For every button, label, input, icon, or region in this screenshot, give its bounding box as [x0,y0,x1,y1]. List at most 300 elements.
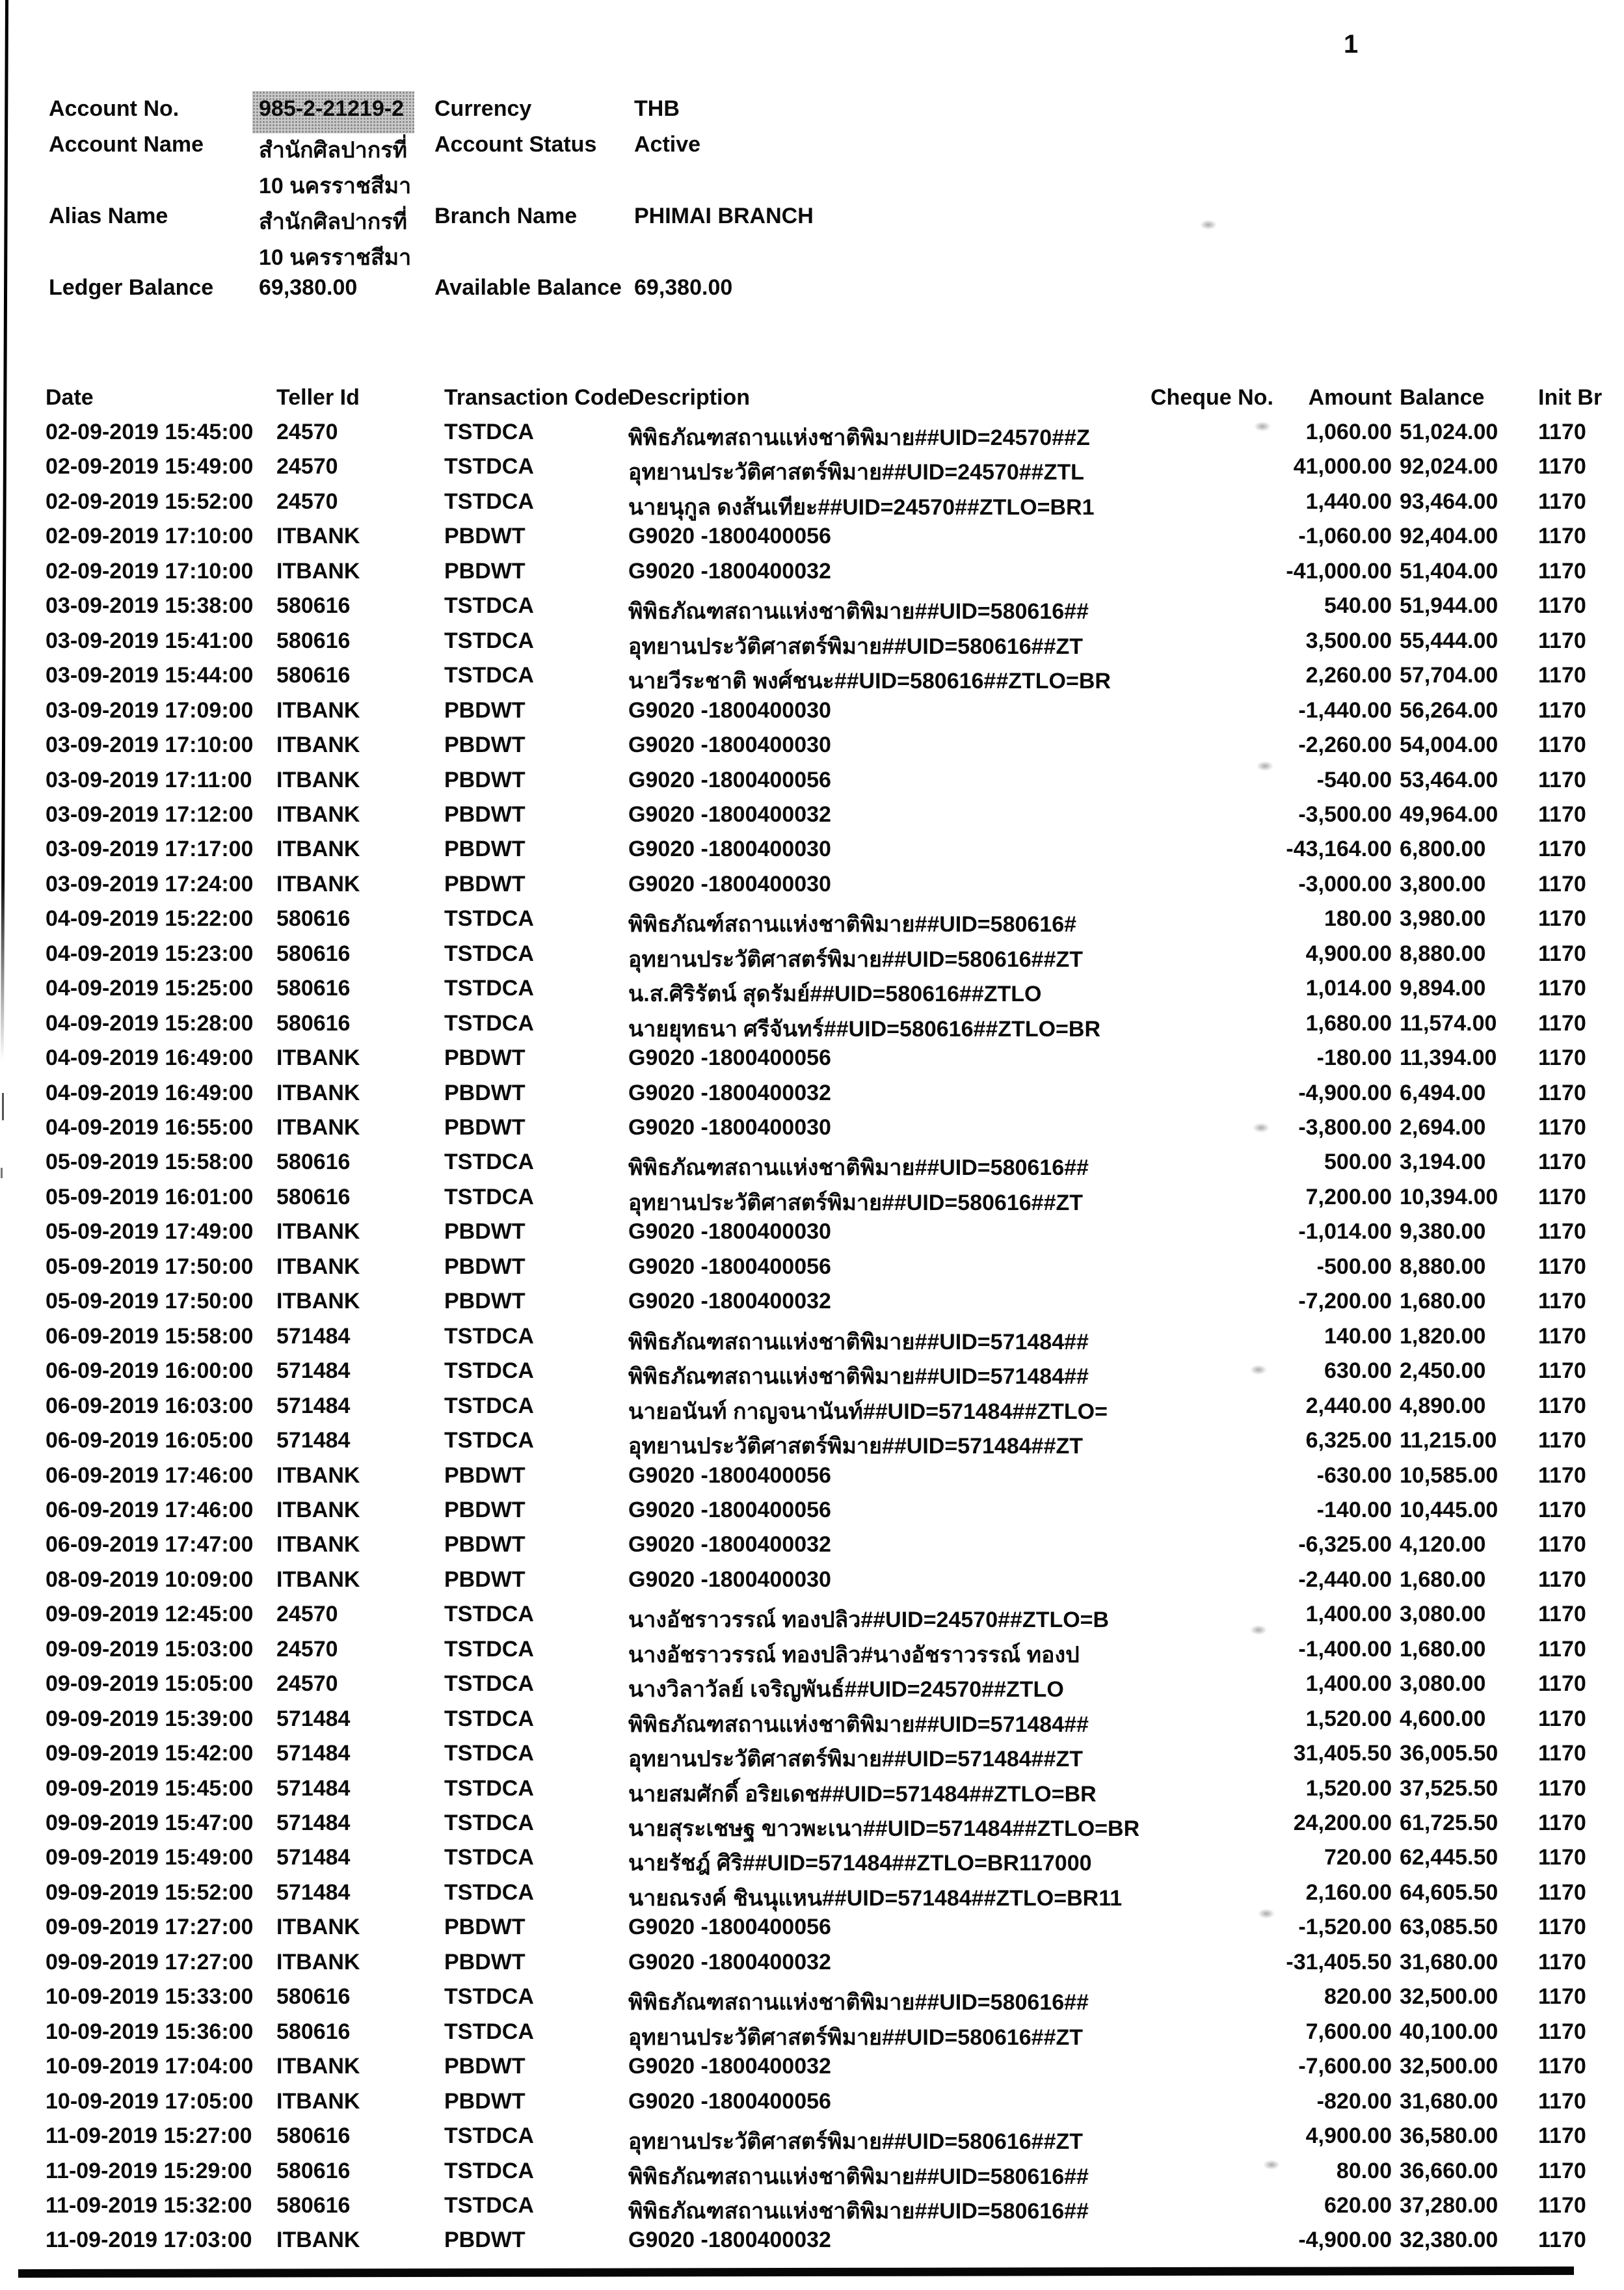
cell-teller-id: 580616 [276,941,351,966]
cell-teller-id: ITBANK [276,524,360,549]
cell-date: 11-09-2019 15:32:00 [46,2192,252,2218]
cell-amount: -3,800.00 [1298,1115,1392,1140]
table-row [0,1115,1624,1150]
cell-transaction-code: TSTDCA [444,1845,534,1870]
cell-date: 04-09-2019 15:23:00 [46,941,254,966]
table-row [0,1776,1624,1811]
cell-init-br: 1170 [1538,1602,1586,1627]
cell-teller-id: ITBANK [276,1254,360,1279]
info-value2: PHIMAI BRANCH [634,204,814,228]
cell-amount: 7,600.00 [1305,2019,1392,2044]
cell-amount: -1,060.00 [1298,524,1392,549]
cell-amount: 24,200.00 [1293,1811,1392,1835]
info-value: 10 นครราชสีมา [259,174,412,198]
cell-teller-id: ITBANK [276,1567,360,1592]
cell-transaction-code: TSTDCA [444,1184,534,1209]
cell-balance: 4,890.00 [1400,1393,1486,1418]
cell-balance: 51,404.00 [1400,558,1498,584]
cell-balance: 93,464.00 [1400,489,1498,514]
info-label2: Currency [434,96,532,121]
cell-balance: 37,525.50 [1400,1775,1498,1801]
cell-date: 06-09-2019 16:00:00 [46,1358,254,1384]
cell-init-br: 1170 [1538,1706,1586,1731]
cell-amount: -540.00 [1316,767,1392,792]
cell-date: 02-09-2019 17:10:00 [46,558,254,584]
cell-date: 05-09-2019 16:01:00 [46,1184,254,1209]
table-row [0,1984,1624,2019]
cell-description: นางอัชราวรรณ์ ทองปลิว##UID=24570##ZTLO=B [628,1608,1110,1633]
table-row [0,1324,1624,1359]
cell-init-br: 1170 [1538,906,1586,932]
cell-balance: 3,080.00 [1400,1602,1486,1627]
cell-transaction-code: TSTDCA [444,420,534,444]
cell-transaction-code: TSTDCA [444,1811,534,1835]
cell-init-br: 1170 [1538,1497,1586,1522]
cell-amount: 1,014.00 [1305,976,1392,1001]
cell-init-br: 1170 [1538,1323,1586,1349]
cell-description: G9020 -1800400030 [628,837,831,862]
cell-date: 04-09-2019 16:55:00 [46,1115,254,1140]
cell-description: พิพิธภัณฑสถานแห่งชาติพิมาย##UID=24570##Z [628,425,1090,450]
table-row [0,733,1624,768]
cell-transaction-code: TSTDCA [444,1741,534,1766]
table-row [0,1706,1624,1742]
table-row [0,2054,1624,2089]
cell-transaction-code: TSTDCA [444,1393,534,1418]
cell-teller-id: 571484 [276,1811,351,1835]
table-row [0,1950,1624,1985]
cell-date: 05-09-2019 15:58:00 [46,1150,254,1175]
cell-init-br: 1170 [1538,1184,1586,1209]
cell-description: นายอนันท์ กาญจนานันท์##UID=571484##ZTLO= [628,1399,1108,1424]
cell-amount: -2,260.00 [1298,733,1392,758]
cell-transaction-code: TSTDCA [444,2192,534,2218]
cell-transaction-code: TSTDCA [444,2019,534,2044]
cell-teller-id: ITBANK [276,837,360,862]
cell-balance: 2,450.00 [1400,1358,1486,1384]
cell-date: 03-09-2019 17:09:00 [46,697,254,723]
cell-date: 06-09-2019 17:46:00 [46,1497,254,1522]
cell-amount: -7,600.00 [1298,2054,1392,2079]
cell-description: นายณรงค์ ชินนุแหน##UID=571484##ZTLO=BR11 [628,1885,1123,1911]
info-label2: Available Balance [434,275,622,300]
cell-amount: -3,500.00 [1298,801,1392,827]
table-row [0,1045,1624,1081]
table-row [0,1567,1624,1602]
column-header-date: Date [46,385,94,410]
cell-amount: 4,900.00 [1305,941,1392,966]
cell-teller-id: 580616 [276,2019,351,2044]
cell-balance: 32,380.00 [1400,2228,1498,2253]
cell-amount: -820.00 [1316,2088,1392,2114]
info-label: Ledger Balance [49,275,214,300]
table-row [0,1845,1624,1880]
cell-teller-id: 580616 [276,1010,351,1036]
cell-date: 03-09-2019 15:41:00 [46,628,254,653]
cell-transaction-code: TSTDCA [444,1602,534,1627]
column-header-init-br: Init Br [1538,385,1603,410]
cell-amount: 180.00 [1324,906,1392,932]
table-row [0,524,1624,559]
cell-amount: 1,520.00 [1305,1706,1392,1731]
cell-transaction-code: TSTDCA [444,1150,534,1175]
cell-amount: -1,400.00 [1298,1636,1392,1662]
cell-description: พิพิธภัณฑสถานแห่งชาติพิมาย##UID=580616## [628,1990,1089,2015]
cell-amount: -630.00 [1316,1462,1392,1488]
cell-balance: 6,494.00 [1400,1080,1486,1105]
cell-transaction-code: TSTDCA [444,663,534,688]
cell-teller-id: 580616 [276,2158,351,2183]
cell-balance: 10,585.00 [1400,1462,1498,1488]
cell-init-br: 1170 [1538,2019,1586,2044]
cell-date: 04-09-2019 15:22:00 [46,906,254,932]
cell-init-br: 1170 [1538,489,1586,514]
cell-date: 04-09-2019 15:28:00 [46,1010,254,1036]
cell-init-br: 1170 [1538,1567,1586,1592]
cell-description: G9020 -1800400056 [628,1915,831,1940]
cell-amount: -2,440.00 [1298,1567,1392,1592]
cell-teller-id: ITBANK [276,1289,360,1314]
cell-balance: 1,820.00 [1400,1323,1486,1349]
cell-date: 09-09-2019 15:42:00 [46,1741,254,1766]
cell-amount: 6,325.00 [1305,1428,1392,1453]
table-row [0,1358,1624,1394]
cell-transaction-code: TSTDCA [444,454,534,479]
info-value: 985-2-21219-2 [252,91,414,133]
cell-date: 05-09-2019 17:50:00 [46,1254,254,1279]
cell-balance: 36,660.00 [1400,2158,1498,2183]
cell-init-br: 1170 [1538,1915,1586,1940]
cell-amount: 80.00 [1336,2158,1392,2183]
cell-date: 09-09-2019 15:39:00 [46,1706,254,1731]
cell-description: G9020 -1800400032 [628,1080,831,1105]
cell-amount: -500.00 [1316,1254,1392,1279]
cell-date: 09-09-2019 15:05:00 [46,1671,254,1697]
cell-description: นายสุระเชษฐ ขาวพะเนา##UID=571484##ZTLO=BR [628,1816,1140,1841]
cell-amount: 1,680.00 [1305,1010,1392,1036]
cell-transaction-code: PBDWT [444,871,526,896]
cell-description: G9020 -1800400056 [628,1045,831,1071]
cell-balance: 3,194.00 [1400,1150,1486,1175]
cell-init-br: 1170 [1538,1254,1586,1279]
cell-date: 09-09-2019 15:45:00 [46,1775,254,1801]
cell-balance: 8,880.00 [1400,941,1486,966]
cell-init-br: 1170 [1538,1393,1586,1418]
cell-init-br: 1170 [1538,1879,1586,1905]
cell-transaction-code: TSTDCA [444,1358,534,1384]
table-row [0,2228,1624,2263]
page-number: 1 [1344,30,1359,59]
cell-init-br: 1170 [1538,1115,1586,1140]
cell-balance: 10,445.00 [1400,1497,1498,1522]
cell-init-br: 1170 [1538,1045,1586,1071]
cell-description: G9020 -1800400032 [628,1289,831,1314]
cell-description: G9020 -1800400056 [628,1254,831,1279]
table-row [0,1880,1624,1915]
cell-date: 04-09-2019 16:49:00 [46,1045,254,1071]
cell-init-br: 1170 [1538,801,1586,827]
cell-teller-id: 571484 [276,1741,351,1766]
cell-transaction-code: TSTDCA [444,628,534,653]
cell-amount: 1,520.00 [1305,1775,1392,1801]
cell-transaction-code: PBDWT [444,1462,526,1488]
cell-amount: 720.00 [1324,1845,1392,1870]
cell-init-br: 1170 [1538,524,1586,549]
cell-description: อุทยานประวัติศาสตร์พิมาย##UID=580616##ZT [628,634,1084,659]
table-row [0,489,1624,524]
cell-transaction-code: TSTDCA [444,1010,534,1036]
cell-amount: -140.00 [1316,1497,1392,1522]
cell-amount: 1,400.00 [1305,1671,1392,1697]
cell-transaction-code: PBDWT [444,1532,526,1557]
table-row [0,1428,1624,1463]
cell-transaction-code: PBDWT [444,1497,526,1522]
cell-amount: 4,900.00 [1305,2123,1392,2149]
cell-description: อุทยานประวัติศาสตร์พิมาย##UID=24570##ZTL [628,460,1084,485]
cell-description: พิพิธภัณฑสถานแห่งชาติพิมาย##UID=580616## [628,2164,1089,2189]
cell-amount: 41,000.00 [1293,454,1392,479]
cell-init-br: 1170 [1538,733,1586,758]
cell-teller-id: ITBANK [276,1497,360,1522]
cell-transaction-code: TSTDCA [444,1706,534,1731]
cell-balance: 6,800.00 [1400,837,1486,862]
cell-balance: 51,024.00 [1400,420,1498,444]
info-value: 10 นครราชสีมา [259,245,412,270]
cell-date: 09-09-2019 17:27:00 [46,1949,254,1974]
table-row [0,593,1624,628]
cell-description: พิพิธภัณฑสถานแห่งชาติพิมาย##UID=580616## [628,2198,1089,2224]
cell-init-br: 1170 [1538,1636,1586,1662]
cell-teller-id: 571484 [276,1358,351,1384]
cell-teller-id: 580616 [276,2123,351,2149]
cell-description: พิพิธภัณฑสถานแห่งชาติพิมาย##UID=571484## [628,1329,1089,1354]
cell-transaction-code: PBDWT [444,1219,526,1245]
cell-transaction-code: TSTDCA [444,593,534,619]
table-row [0,1219,1624,1254]
table-row [0,1915,1624,1950]
cell-description: G9020 -1800400056 [628,1497,831,1522]
cell-init-br: 1170 [1538,871,1586,896]
cell-teller-id: ITBANK [276,1532,360,1557]
cell-description: นายวีระชาติ พงศ์ชนะ##UID=580616##ZTLO=BR [628,669,1111,694]
cell-amount: -1,520.00 [1298,1915,1392,1940]
cell-balance: 8,880.00 [1400,1254,1486,1279]
cell-balance: 57,704.00 [1400,663,1498,688]
cell-balance: 3,800.00 [1400,871,1486,896]
cell-teller-id: ITBANK [276,697,360,723]
cell-init-br: 1170 [1538,2192,1586,2218]
cell-balance: 63,085.50 [1400,1915,1498,1940]
cell-description: G9020 -1800400032 [628,2054,831,2079]
cell-balance: 1,680.00 [1400,1636,1486,1662]
cell-date: 05-09-2019 17:50:00 [46,1289,254,1314]
cell-teller-id: ITBANK [276,1462,360,1488]
cell-amount: 820.00 [1324,1984,1392,2010]
cell-balance: 37,280.00 [1400,2192,1498,2218]
cell-transaction-code: TSTDCA [444,906,534,932]
cell-balance: 51,944.00 [1400,593,1498,619]
table-row [0,1532,1624,1567]
cell-description: G9020 -1800400056 [628,524,831,549]
cell-description: G9020 -1800400030 [628,871,831,896]
table-row [0,663,1624,698]
cell-date: 06-09-2019 17:46:00 [46,1462,254,1488]
cell-teller-id: 580616 [276,1184,351,1209]
cell-balance: 55,444.00 [1400,628,1498,653]
cell-teller-id: ITBANK [276,2088,360,2114]
cell-description: G9020 -1800400032 [628,1532,831,1557]
cell-date: 11-09-2019 15:27:00 [46,2123,252,2149]
cell-description: นายรัชฎ์ ศิริ##UID=571484##ZTLO=BR117000 [628,1851,1092,1876]
table-row [0,1011,1624,1046]
cell-balance: 36,580.00 [1400,2123,1498,2149]
table-row [0,1671,1624,1706]
table-row [0,1289,1624,1324]
cell-teller-id: ITBANK [276,1045,360,1071]
cell-balance: 31,680.00 [1400,1949,1498,1974]
cell-description: G9020 -1800400056 [628,2088,831,2114]
cell-balance: 56,264.00 [1400,697,1498,723]
table-row [0,1811,1624,1846]
cell-balance: 2,694.00 [1400,1115,1486,1140]
cell-description: อุทยานประวัติศาสตร์พิมาย##UID=580616##ZT [628,947,1084,972]
cell-teller-id: ITBANK [276,2228,360,2253]
cell-transaction-code: TSTDCA [444,1636,534,1662]
cell-date: 09-09-2019 15:52:00 [46,1879,254,1905]
cell-description: นายนุกูล ดงส้นเทียะ##UID=24570##ZTLO=BR1 [628,494,1095,520]
cell-teller-id: ITBANK [276,871,360,896]
cell-date: 10-09-2019 15:33:00 [46,1984,254,2010]
cell-date: 10-09-2019 17:04:00 [46,2054,254,2079]
cell-teller-id: 571484 [276,1393,351,1418]
cell-balance: 62,445.50 [1400,1845,1498,1870]
info-value: สำนักศิลปากรที่ [259,138,408,163]
info-value2: 69,380.00 [634,275,733,300]
table-row [0,906,1624,941]
cell-description: G9020 -1800400032 [628,1949,831,1974]
cell-init-br: 1170 [1538,976,1586,1001]
cell-init-br: 1170 [1538,1811,1586,1835]
cell-description: นางอัชราวรรณ์ ทองปลิว#นางอัชราวรรณ์ ทองป [628,1642,1080,1667]
table-row [0,1185,1624,1220]
table-row [0,698,1624,733]
cell-description: นางวิลาวัลย์ เจริญพันธ์##UID=24570##ZTLO [628,1677,1064,1703]
cell-init-br: 1170 [1538,2088,1586,2114]
cell-balance: 10,394.00 [1400,1184,1498,1209]
cell-teller-id: ITBANK [276,1080,360,1105]
cell-amount: -3,000.00 [1298,871,1392,896]
cell-date: 02-09-2019 15:49:00 [46,454,254,479]
cell-date: 09-09-2019 15:49:00 [46,1845,254,1870]
cell-init-br: 1170 [1538,1289,1586,1314]
cell-description: อุทยานประวัติศาสตร์พิมาย##UID=580616##ZT [628,2129,1084,2155]
cell-balance: 1,680.00 [1400,1567,1486,1592]
table-row [0,976,1624,1011]
table-row [0,1637,1624,1672]
cell-balance: 54,004.00 [1400,733,1498,758]
cell-description: G9020 -1800400032 [628,558,831,584]
cell-init-br: 1170 [1538,454,1586,479]
cell-init-br: 1170 [1538,1358,1586,1384]
cell-date: 09-09-2019 17:27:00 [46,1915,254,1940]
cell-amount: 500.00 [1324,1150,1392,1175]
cell-init-br: 1170 [1538,1532,1586,1557]
cell-date: 02-09-2019 15:45:00 [46,420,254,444]
table-row [0,559,1624,594]
info-label2: Account Status [434,132,597,157]
cell-date: 06-09-2019 16:03:00 [46,1393,254,1418]
info-value: สำนักศิลปากรที่ [259,209,408,234]
cell-amount: 140.00 [1324,1323,1392,1349]
cell-balance: 4,600.00 [1400,1706,1486,1731]
cell-balance: 32,500.00 [1400,1984,1498,2010]
cell-transaction-code: PBDWT [444,1915,526,1940]
cell-transaction-code: TSTDCA [444,1428,534,1453]
cell-init-br: 1170 [1538,1741,1586,1766]
cell-balance: 1,680.00 [1400,1289,1486,1314]
cell-amount: 630.00 [1324,1358,1392,1384]
cell-amount: 31,405.50 [1293,1741,1392,1766]
cell-teller-id: ITBANK [276,2054,360,2079]
cell-amount: -43,164.00 [1286,837,1392,862]
cell-teller-id: 24570 [276,1636,338,1662]
cell-balance: 11,394.00 [1400,1045,1497,1071]
cell-teller-id: 580616 [276,906,351,932]
table-row [0,2089,1624,2124]
info-value: 69,380.00 [259,275,358,300]
cell-date: 03-09-2019 15:44:00 [46,663,254,688]
cell-teller-id: 24570 [276,454,338,479]
cell-teller-id: ITBANK [276,733,360,758]
cell-amount: 540.00 [1324,593,1392,619]
cell-transaction-code: PBDWT [444,2228,526,2253]
cell-init-br: 1170 [1538,1775,1586,1801]
table-row [0,941,1624,977]
table-row [0,802,1624,837]
cell-transaction-code: PBDWT [444,801,526,827]
cell-transaction-code: TSTDCA [444,489,534,514]
cell-init-br: 1170 [1538,1845,1586,1870]
info-label2: Branch Name [434,204,578,228]
cell-balance: 40,100.00 [1400,2019,1498,2044]
cell-init-br: 1170 [1538,1984,1586,2010]
cell-transaction-code: TSTDCA [444,2158,534,2183]
cell-teller-id: 571484 [276,1845,351,1870]
cell-description: พิพิธภัณฑสถานแห่งชาติพิมาย##UID=580616## [628,1155,1089,1181]
cell-init-br: 1170 [1538,558,1586,584]
cell-balance: 9,894.00 [1400,976,1486,1001]
cell-transaction-code: TSTDCA [444,941,534,966]
cell-init-br: 1170 [1538,1219,1586,1245]
cell-teller-id: 580616 [276,1150,351,1175]
cell-init-br: 1170 [1538,593,1586,619]
cell-teller-id: ITBANK [276,1949,360,1974]
cell-date: 06-09-2019 16:05:00 [46,1428,254,1453]
cell-teller-id: 580616 [276,663,351,688]
cell-date: 03-09-2019 17:11:00 [46,767,252,792]
cell-amount: -41,000.00 [1286,558,1392,584]
cell-amount: 620.00 [1324,2192,1392,2218]
cell-init-br: 1170 [1538,2054,1586,2079]
cell-amount: -1,014.00 [1298,1219,1392,1245]
table-row [0,1463,1624,1498]
cell-init-br: 1170 [1538,420,1586,444]
cell-balance: 4,120.00 [1400,1532,1486,1557]
cell-transaction-code: PBDWT [444,1254,526,1279]
cell-balance: 3,980.00 [1400,906,1486,932]
table-row [0,420,1624,455]
cell-date: 03-09-2019 17:10:00 [46,733,254,758]
